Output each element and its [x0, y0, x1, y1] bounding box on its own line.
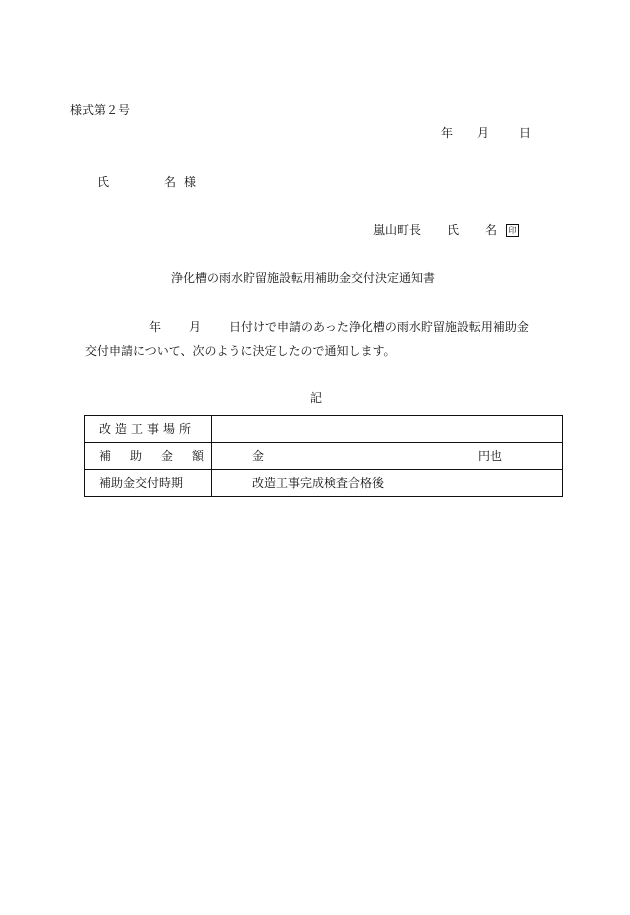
- label-subsidy-amount: 補 助 金 額: [85, 443, 212, 470]
- date-day-label: 日: [519, 126, 532, 140]
- label-payment-timing: 補助金交付時期: [85, 470, 212, 497]
- table-row-timing: [85, 470, 563, 497]
- seal-icon: 印: [506, 224, 519, 237]
- ki-heading: 記: [310, 391, 323, 405]
- date-year-label: 年: [441, 126, 454, 140]
- sender-line: [373, 223, 519, 237]
- addressee-shi: 氏: [97, 175, 110, 189]
- sender-mei: 名: [485, 223, 498, 237]
- document-title: 浄化槽の雨水貯留施設転用補助金交付決定通知書: [171, 271, 436, 285]
- amount-prefix: 金: [252, 449, 265, 463]
- value-construction-location: [212, 416, 563, 443]
- date-month-label: 月: [477, 126, 490, 140]
- sender-shi: 氏: [447, 223, 460, 237]
- value-subsidy-amount: [212, 443, 563, 470]
- date-line: [441, 126, 531, 140]
- body-year-label: 年: [149, 320, 162, 334]
- info-table: [84, 415, 563, 497]
- table-row-location: [85, 416, 563, 443]
- body-month-label: 月: [189, 320, 202, 334]
- addressee: [97, 175, 196, 189]
- table-row-amount: [85, 443, 563, 470]
- body-line-1-text: 日付けで申請のあった浄化槽の雨水貯留施設転用補助金: [229, 320, 529, 334]
- body-line-1: [149, 320, 529, 334]
- addressee-mei: 名: [164, 175, 177, 189]
- addressee-honorific: 様: [184, 175, 197, 189]
- amount-unit: 円也: [478, 449, 503, 463]
- body-line-2: 交付申請について、次のように決定したので通知します。: [85, 344, 396, 358]
- label-construction-location: 改造工事場所: [85, 416, 212, 443]
- sender-title: 嵐山町長: [373, 223, 422, 237]
- form-number: 様式第２号: [70, 103, 131, 117]
- value-payment-timing: 改造工事完成検査合格後: [212, 470, 563, 497]
